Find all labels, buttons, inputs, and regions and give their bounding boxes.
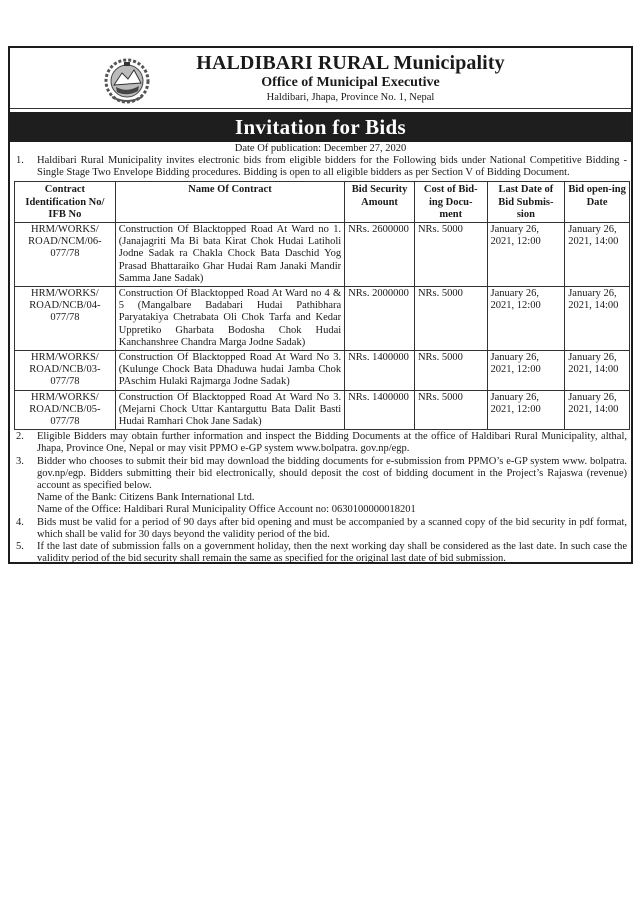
clause-text: Haldibari Rural Municipality invites electronic bids from eligible bidders for the Following bids under National Competitive Bidding - Single Stage Two Envelope Bidding procedures. Bidding is open to all eligible bidders as per Section V of Bidding Document. (37, 155, 627, 179)
bid-opening-date: January 26, 2021, 14:00 (565, 390, 630, 430)
table-row (15, 390, 630, 430)
clause-number: 3. (16, 455, 24, 467)
contract-name: Construction Of Blacktopped Road At Ward No 3. (Kulunge Chock Bata Dhaduwa hudai Jamba Chok PAschim Hulaki Rajmarga Jodne Sadak) (115, 351, 344, 391)
bid-opening-date: January 26, 2021, 14:00 (565, 351, 630, 391)
table-header-row (15, 182, 630, 223)
contract-id: HRM/WORKS/ ROAD/NCB/04-077/78 (15, 287, 116, 351)
clause-text: If the last date of submission falls on a government holiday, then the next working day shall be considered as the last date. In such case the validity period of the bid security shall remain the same as specified for the original last date of bid submission. (37, 541, 627, 565)
notice-header (10, 48, 631, 109)
bid-notice (8, 46, 633, 564)
document-cost: NRs. 5000 (414, 223, 487, 287)
header-last-date: Last Date of Bid Submis-sion (487, 182, 565, 223)
header-contract-name: Name Of Contract (115, 182, 344, 223)
clause-number: 1. (16, 155, 24, 166)
contract-id: HRM/WORKS/ ROAD/NCB/05-077/78 (15, 390, 116, 430)
contract-name: Construction Of Blacktopped Road At Ward no 4 & 5 (Mangalbare Badabari Hudai Pathibhara Paryatakiya Chetrabata Oli Chok Tarfa and Kedar Uppretiko Gharbata Bodosha Chok Hudai Kanchanshree Chandra Marga Jodne Sadak) (115, 287, 344, 351)
contract-name: Construction Of Blacktopped Road At Ward No 3. (Mejarni Chock Uttar Kantarguttu Bata Dalit Basti Hudai Ramhari Chok Jane Sadak) (115, 390, 344, 430)
bid-opening-date: January 26, 2021, 14:00 (565, 223, 630, 287)
office-subtitle: Office of Municipal Executive (261, 75, 440, 90)
contract-id: HRM/WORKS/ ROAD/NCM/06-077/78 (15, 223, 116, 287)
clause-number: 2. (16, 431, 24, 443)
header-contract-id: Contract Identification No/ IFB No (15, 182, 116, 223)
last-submission-date: January 26, 2021, 12:00 (487, 287, 565, 351)
bids-table (14, 181, 630, 430)
clause-3 (10, 456, 631, 517)
office-account-line: Name of the Office: Haldibari Rural Municipality Office Account no: 0630100000018201 (37, 504, 416, 516)
clause-4 (10, 517, 631, 541)
contract-name: Construction Of Blacktopped Road At Ward no 1. (Janajagriti Ma Bi bata Kirat Chok Hudai Latiholi Jodne Sadak ra Chakla Chock Bata Daschid Yog Prasad Bhattaraiko Ghar Hudai Ram Janaki Mandir Samma Jane Sadak) (115, 223, 344, 287)
header-opening-date: Bid open-ing Date (565, 182, 630, 223)
bank-name-line: Name of the Bank: Citizens Bank International Ltd. (37, 492, 255, 504)
publication-date: Date Of publication: December 27, 2020 (234, 143, 407, 154)
table-row (15, 287, 630, 351)
table-row (15, 223, 630, 287)
bid-security-amount: NRs. 2600000 (345, 223, 415, 287)
bid-security-amount: NRs. 2000000 (345, 287, 415, 351)
clause-text: Bids must be valid for a period of 90 days after bid opening and must be accompanied by a scanned copy of the bid security in pdf format, which shall be valid for 30 days beyond the validity period of the bid. (37, 516, 627, 540)
notice-banner: Invitation for Bids (10, 112, 631, 142)
last-submission-date: January 26, 2021, 12:00 (487, 390, 565, 430)
clause-text: Bidder who chooses to submit their bid may download the bidding documents for e-submission from PPMO’s e-GP system www. bolpatra. gov.np/egp. Bidders submitting their bid electronically, should deposit the cost of bidding document in the Project’s Rajaswa (revenue) account as specified below. (37, 455, 627, 492)
document-cost: NRs. 5000 (414, 390, 487, 430)
bid-security-amount: NRs. 1400000 (345, 390, 415, 430)
clause-2 (10, 431, 631, 455)
document-cost: NRs. 5000 (414, 351, 487, 391)
office-address: Haldibari, Jhapa, Province No. 1, Nepal (266, 92, 435, 103)
header-document-cost: Cost of Bid-ing Docu-ment (414, 182, 487, 223)
contract-id: HRM/WORKS/ ROAD/NCB/03-077/78 (15, 351, 116, 391)
clause-5 (10, 541, 631, 565)
last-submission-date: January 26, 2021, 12:00 (487, 351, 565, 391)
bid-opening-date: January 26, 2021, 14:00 (565, 287, 630, 351)
header-bid-security: Bid Security Amount (345, 182, 415, 223)
clause-number: 5. (16, 541, 24, 553)
clause-1 (10, 155, 631, 179)
document-cost: NRs. 5000 (414, 287, 487, 351)
last-submission-date: January 26, 2021, 12:00 (487, 223, 565, 287)
bid-security-amount: NRs. 1400000 (345, 351, 415, 391)
municipality-title: HALDIBARI RURAL Municipality (196, 52, 505, 74)
clause-number: 4. (16, 516, 24, 528)
table-row (15, 351, 630, 391)
clause-text: Eligible Bidders may obtain further information and inspect the Bidding Documents at the office of Haldibari Rural Municipality, althal, Jhapa, Province One, Nepal or may visit PPMO e-GP system www.bolpatra. gov.np/egp. (37, 431, 627, 455)
